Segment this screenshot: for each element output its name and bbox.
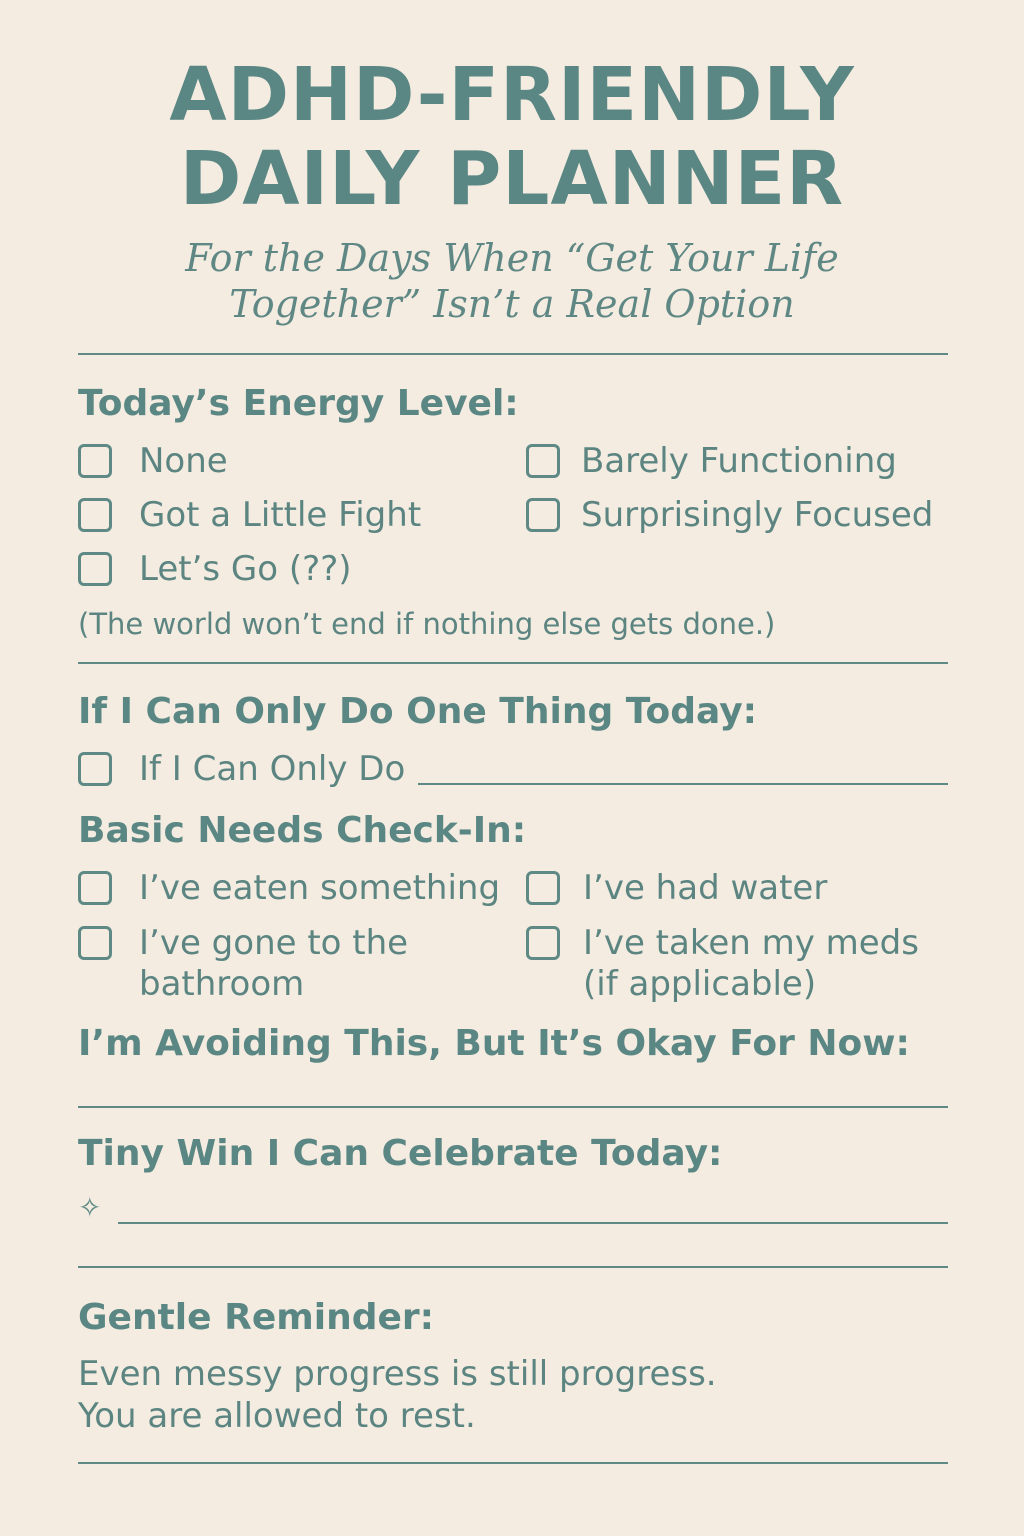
needs-checkbox-meds[interactable]	[526, 926, 560, 960]
sparkle-icon: ✧	[78, 1192, 102, 1223]
energy-checkbox-none[interactable]	[78, 444, 112, 478]
energy-checkbox-lets-go[interactable]	[78, 552, 112, 586]
needs-checkbox-eaten[interactable]	[78, 871, 112, 905]
one-thing-checkbox[interactable]	[78, 752, 112, 786]
avoiding-heading: I’m Avoiding This, But It’s Okay For Now:	[78, 1023, 910, 1064]
divider	[78, 662, 948, 664]
energy-option-label: Barely Functioning	[581, 441, 897, 481]
planner-subtitle-line2: Together” Isn’t a Real Option	[229, 282, 795, 326]
energy-checkbox-surprisingly-focused[interactable]	[526, 498, 560, 532]
one-thing-write-line[interactable]	[418, 783, 948, 785]
avoiding-write-line[interactable]	[78, 1106, 948, 1108]
basic-needs-heading: Basic Needs Check-In:	[78, 810, 527, 851]
needs-checkbox-water[interactable]	[526, 871, 560, 905]
one-thing-label: If I Can Only Do	[139, 749, 406, 789]
divider	[78, 353, 948, 355]
energy-option-label: Surprisingly Focused	[581, 495, 934, 535]
reminder-line1: Even messy progress is still progress.	[78, 1354, 717, 1394]
energy-checkbox-got-a-little-fight[interactable]	[78, 498, 112, 532]
one-thing-heading: If I Can Only Do One Thing Today:	[78, 691, 758, 732]
needs-option-label: I’ve gone to the	[139, 923, 409, 963]
tiny-win-heading: Tiny Win I Can Celebrate Today:	[78, 1133, 723, 1174]
reminder-heading: Gentle Reminder:	[78, 1297, 435, 1338]
needs-checkbox-bathroom[interactable]	[78, 926, 112, 960]
planner-title-line2: DAILY PLANNER	[179, 136, 845, 222]
reminder-line2: You are allowed to rest.	[78, 1396, 476, 1436]
planner-subtitle-line1: For the Days When “Get Your Life	[185, 236, 839, 280]
energy-note: (The world won’t end if nothing else gets done.)	[78, 607, 776, 641]
needs-option-label-cont: bathroom	[139, 964, 305, 1004]
tiny-win-write-line[interactable]	[118, 1222, 948, 1224]
energy-option-label: Let’s Go (??)	[139, 549, 352, 589]
energy-checkbox-barely-functioning[interactable]	[526, 444, 560, 478]
energy-option-label: None	[139, 441, 228, 481]
energy-option-label: Got a Little Fight	[139, 495, 422, 535]
planner-title-line1: ADHD-FRIENDLY	[169, 52, 855, 138]
divider	[78, 1462, 948, 1464]
needs-option-label: I’ve taken my meds	[583, 923, 919, 963]
needs-option-label: I’ve eaten something	[139, 868, 501, 908]
energy-heading: Today’s Energy Level:	[78, 383, 519, 424]
divider	[78, 1266, 948, 1268]
needs-option-label: I’ve had water	[583, 868, 828, 908]
needs-option-label-cont: (if applicable)	[583, 964, 817, 1004]
